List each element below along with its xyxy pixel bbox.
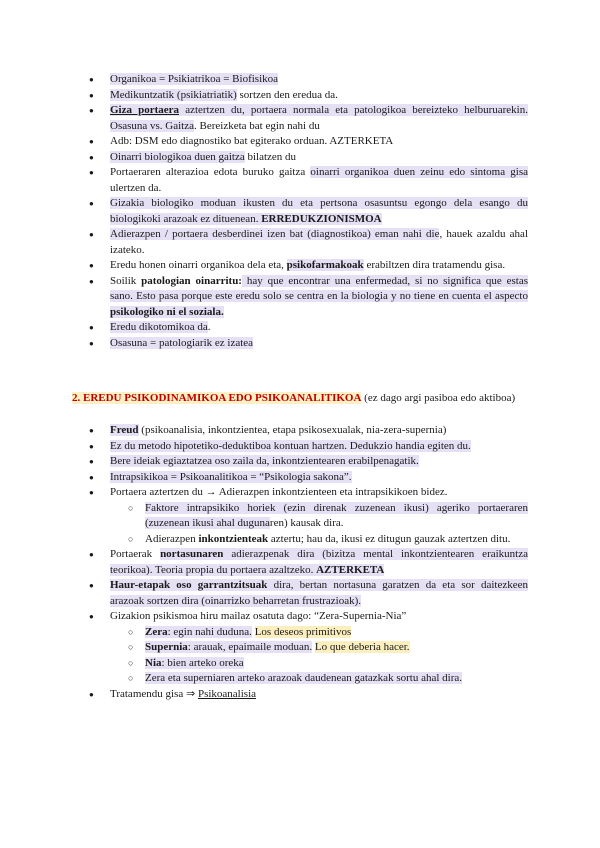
text-run: Freud bbox=[110, 424, 139, 436]
list-item bbox=[0, 578, 600, 609]
text-run: inkontzienteak bbox=[198, 532, 269, 545]
text-run: psikologiko ni el soziala. bbox=[110, 305, 224, 318]
sub-list-item bbox=[0, 671, 600, 687]
text-run: ren) kausak dira. bbox=[269, 517, 344, 529]
text-run: Adierazpen / portaera desberdinei izen bat (diagnostikoa) eman nahi die bbox=[110, 228, 440, 240]
list-item bbox=[0, 687, 600, 703]
list-item bbox=[0, 423, 600, 439]
text-run: hay que encontrar una enfermedad, si no significa que estas sano. Esto pasa porque este eredu solo se centra en la biologia y no tiene en cuenta el aspecto bbox=[110, 274, 528, 302]
list-item bbox=[0, 609, 600, 625]
list-item bbox=[0, 454, 600, 470]
text-run: Portaera aztertzen du → Adierazpen inkontzienteen eta intrapsikikoen bidez. bbox=[110, 486, 448, 498]
text-run: Gizakion psikismoa hiru mailaz osatuta dago: “Zera-Supernia-Nia” bbox=[110, 610, 407, 622]
text-run: Oinarri biologikoa duen gaitza bbox=[110, 150, 245, 163]
sub-list-item bbox=[0, 625, 600, 641]
text-run: Giza portaera bbox=[110, 104, 180, 116]
sub-list-item bbox=[0, 532, 600, 548]
list-item bbox=[0, 227, 600, 258]
text-run: (psikoanalisia, inkontzientea, etapa psikosexualak, nia-zera-supernia) bbox=[138, 424, 447, 436]
text-run: aztertzen du, portaera normala eta patologikoa bereizteko helburuarekin. bbox=[179, 104, 528, 116]
text-run: Organikoa = Psikiatrikoa = Biofisikoa bbox=[110, 73, 279, 85]
list-item bbox=[0, 196, 600, 227]
text-run: Nia bbox=[145, 656, 162, 669]
section-1-bullet-list bbox=[0, 72, 600, 351]
text-run: Eredu dikotomikoa da bbox=[110, 321, 208, 333]
list-item bbox=[0, 72, 600, 88]
section-2-title: 2. EREDU PSIKODINAMIKOA EDO PSIKOANALITIKOA bbox=[72, 392, 362, 404]
text-run: Lo que deberia hacer. bbox=[314, 641, 410, 653]
sub-list-item bbox=[0, 501, 600, 532]
text-run: . bbox=[207, 321, 211, 333]
list-item bbox=[0, 165, 600, 196]
sub-list-item bbox=[0, 640, 600, 656]
text-run: Ez du metodo hipotetiko-deduktiboa kontuan hartzen. Dedukzio handia egiten du. bbox=[110, 439, 471, 452]
text-run: Portaerak bbox=[110, 548, 161, 560]
text-run: Eredu honen oinarri organikoa dela eta, bbox=[110, 259, 287, 271]
list-item bbox=[0, 103, 600, 134]
text-run: AZTERKETA bbox=[316, 563, 385, 576]
text-run: Bere ideiak egiaztatzea oso zaila da, inkontzientearen erabilpenagatik. bbox=[110, 455, 419, 467]
list-item bbox=[0, 439, 600, 455]
text-run: Haur-etapak oso garrantzitsuak bbox=[110, 579, 268, 591]
text-run: psikofarmakoak bbox=[286, 259, 364, 271]
text-run: : bien arteko oreka bbox=[161, 656, 244, 669]
text-run: Psikoanalisia bbox=[197, 687, 257, 700]
text-run: bilatzen du bbox=[244, 150, 297, 163]
text-run: Gizakia biologiko moduan ikusten du eta pertsona osasuntsu egongo dela esango du biologikoki arazoak ez dituenean. bbox=[110, 197, 528, 225]
list-item bbox=[0, 274, 600, 321]
text-run: Intrapsikikoa = Psikoanalitikoa = “Psikologia sakona”. bbox=[110, 470, 352, 483]
text-run: Faktore intrapsikiko horiek (ezin direnak zuzenean ikusi) ageriko portaeraren (zuzenean ikusi ahal duguna bbox=[145, 501, 528, 529]
list-item bbox=[0, 547, 600, 578]
list-item bbox=[0, 320, 600, 336]
sub-list-item bbox=[0, 656, 600, 672]
text-run: , hauek azaldu ahal izateko. bbox=[110, 228, 528, 256]
text-run: Supernia bbox=[145, 641, 188, 653]
list-item bbox=[0, 470, 600, 486]
text-run: nortasunaren bbox=[160, 548, 224, 560]
text-run: aztertu; hau da, ikusi ez ditugun gauzak aztertzen ditu. bbox=[268, 532, 511, 545]
text-run: Portaeraren alterazioa edota buruko gaitza bbox=[110, 166, 311, 178]
text-run: : arauak, epaimaile moduan. bbox=[187, 641, 313, 653]
text-run: ERREDUKZIONISMOA bbox=[261, 212, 382, 225]
text-run: Adierazpen bbox=[145, 532, 199, 545]
list-item bbox=[0, 485, 600, 501]
list-item bbox=[0, 336, 600, 352]
section-2-subtitle: (ez dago argi pasiboa edo aktiboa) bbox=[361, 392, 516, 404]
text-run: Osasuna vs. Gaitza bbox=[110, 119, 195, 132]
text-run: Tratamendu gisa ⇒ bbox=[110, 687, 198, 700]
text-run: sortzen den eredua da. bbox=[236, 88, 338, 101]
list-item bbox=[0, 88, 600, 104]
section-2-heading bbox=[0, 391, 600, 407]
text-run: Zera eta superniaren arteko arazoak daudenean gatazkak sortu ahal dira. bbox=[145, 672, 462, 684]
text-run: Adb: DSM edo diagnostiko bat egiterako orduan. AZTERKETA bbox=[110, 135, 394, 147]
text-run: Medikuntzatik (psikiatriatik) bbox=[110, 88, 237, 101]
text-run: Los deseos primitivos bbox=[254, 625, 352, 638]
text-run: : egin nahi duduna. bbox=[167, 625, 252, 638]
text-run: oinarri organikoa duen zeinu edo sintoma gisa bbox=[310, 166, 528, 178]
text-run: . Bereizketa bat egin nahi du bbox=[194, 119, 320, 132]
list-item bbox=[0, 134, 600, 150]
text-run: Osasuna = patologiarik ez izatea bbox=[110, 336, 254, 349]
text-run: dira, bertan nortasuna garatzen da eta sor daitezkeen arazoak sortzen dira (oinarrizko beharretan frustrazioak). bbox=[110, 579, 528, 607]
section-2-bullet-list bbox=[0, 423, 600, 702]
text-run: erabiltzen dira tratamendu gisa. bbox=[363, 259, 506, 271]
text-run: ulertzen da. bbox=[110, 181, 162, 194]
text-run: patologian oinarritu: bbox=[141, 274, 242, 287]
list-item bbox=[0, 150, 600, 166]
text-run: Zera bbox=[145, 625, 168, 638]
text-run: Soilik bbox=[110, 274, 142, 287]
text-run: adierazpenak dira (bizitza mental inkontzientearen eraikuntza teorikoa). Teoria propia du portaera azaltzeko. bbox=[110, 548, 528, 576]
list-item bbox=[0, 258, 600, 274]
